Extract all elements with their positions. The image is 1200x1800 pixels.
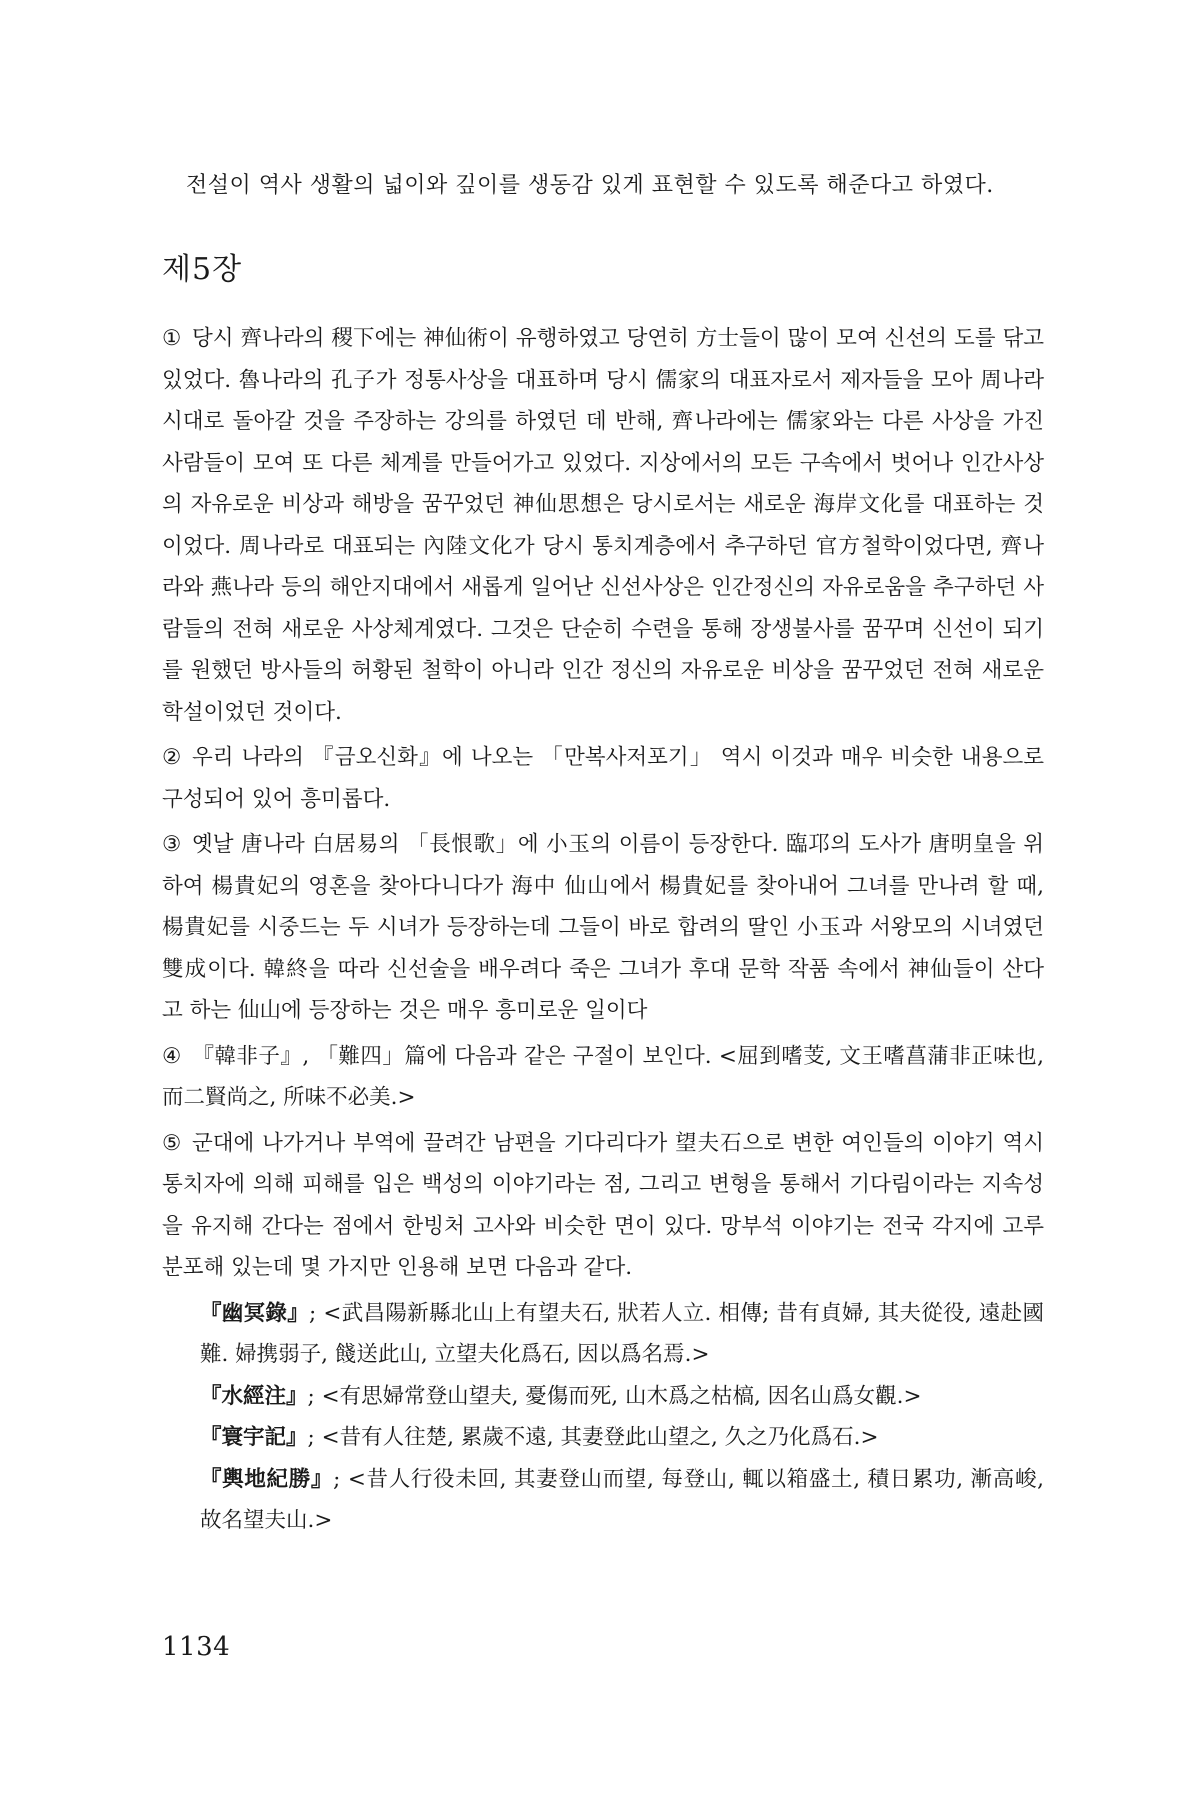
- quote-source: 『寰宇記』: [200, 1425, 308, 1450]
- note-number: ②: [162, 745, 182, 770]
- note-text: 당시 齊나라의 稷下에는 神仙術이 유행하였고 당연히 方士들이 많이 모여 신선의 도를 닦고 있었다. 魯나라의 孔子가 정통사상을 대표하며 당시 儒家의 대표자로서 제자들을 모아 周나라 시대로 돌아갈 것을 주장하는 강의를 하였던 데 반해, 齊나라에는 儒家와는 다른 사상을 가진 사람들이 모여 또 다른 체계를 만들어가고 있었다. 지상에서의 모든 구속에서 벗어나 인간사상의 자유로운 비상과 해방을 꿈꾸었던 神仙思想은 당시로서는 새로운 海岸文化를 대표하는 것이었다. 周나라로 대표되는 內陸文化가 당시 통치계층에서 추구하던 官方철학이었다면, 齊나라와 燕나라 등의 해안지대에서 새롭게 일어난 신선사상은 인간정신의 자유로움을 추구하던 사람들의 전혀 새로운 사상체계였다. 그것은 단순히 수련을 통해 장생불사를 꿈꾸며 신선이 되기를 원했던 방사들의 허황된 철학이 아니라 인간 정신의 자유로운 비상을 꿈꾸었던 전혀 새로운 학설이었던 것이다.: [162, 326, 1044, 725]
- chapter-title: 제5장: [162, 252, 243, 287]
- page-number: 1134: [162, 1632, 231, 1662]
- note-number: ①: [162, 326, 182, 351]
- note-text: 『韓非子』, 「難四」篇에 다음과 같은 구절이 보인다. <屈到嗜芰, 文王嗜菖蒲非正味也, 而二賢尚之, 所味不必美.>: [162, 1043, 1044, 1110]
- quote-item: [162, 1293, 1044, 1376]
- note-text: 옛날 唐나라 白居易의 「長恨歌」에 小玉의 이름이 등장한다. 臨邛의 도사가 唐明皇을 위하여 楊貴妃의 영혼을 찾아다니다가 海中 仙山에서 楊貴妃를 찾아내어 그녀를 만나려 할 때, 楊貴妃를 시중드는 두 시녀가 등장하는데 그들이 바로 합려의 딸인 小玉과 서왕모의 시녀였던 雙成이다. 韓終을 따라 신선술을 배우려다 죽은 그녀가 후대 문학 작품 속에서 神仙들이 산다고 하는 仙山에 등장하는 것은 매우 흥미로운 일이다: [162, 832, 1044, 1023]
- note-5: [162, 1123, 1044, 1289]
- note-number: ③: [162, 832, 182, 857]
- quote-text: ; <有思婦常登山望夫, 憂傷而死, 山木爲之枯槁, 因名山爲女觀.>: [307, 1383, 922, 1409]
- endnotes: [162, 318, 1044, 1542]
- note-number: ⑤: [162, 1130, 182, 1156]
- quote-list: [162, 1293, 1044, 1542]
- quote-text: ; <武昌陽新縣北山上有望夫石, 狀若人立. 相傳; 昔有貞婦, 其夫從役, 遠赴國難. 婦携弱子, 餞送此山, 立望夫化爲石, 因以爲名焉.>: [200, 1300, 1044, 1367]
- quote-item: [162, 1376, 1044, 1418]
- note-2: [162, 737, 1044, 820]
- quote-item: [162, 1459, 1044, 1542]
- note-1: [162, 318, 1044, 733]
- quote-text: ; <昔有人往楚, 累歲不遠, 其妻登此山望之, 久之乃化爲石.>: [307, 1425, 879, 1450]
- quote-source: 『輿地紀勝』: [200, 1466, 334, 1492]
- quote-item: [162, 1417, 1044, 1459]
- quote-source: 『水經注』: [200, 1383, 308, 1409]
- quote-text: ; <昔人行役未回, 其妻登山而望, 每登山, 輒以箱盛土, 積日累功, 漸高峻, 故名望夫山.>: [200, 1466, 1044, 1533]
- note-text: 우리 나라의 『금오신화』에 나오는 「만복사저포기」 역시 이것과 매우 비슷한 내용으로 구성되어 있어 흥미롭다.: [162, 745, 1044, 812]
- intro-paragraph: 전설이 역사 생활의 넓이와 깊이를 생동감 있게 표현할 수 있도록 해준다고 하였다.: [186, 173, 994, 198]
- note-text: 군대에 나가거나 부역에 끌려간 남편을 기다리다가 望夫石으로 변한 여인들의 이야기 역시 통치자에 의해 피해를 입은 백성의 이야기라는 점, 그리고 변형을 통해서 기다림이라는 지속성을 유지해 간다는 점에서 한빙처 고사와 비슷한 면이 있다. 망부석 이야기는 전국 각지에 고루 분포해 있는데 몇 가지만 인용해 보면 다음과 같다.: [162, 1130, 1044, 1280]
- note-4: [162, 1036, 1044, 1119]
- note-3: [162, 824, 1044, 1032]
- quote-source: 『幽冥錄』: [200, 1300, 310, 1326]
- note-number: ④: [162, 1043, 182, 1069]
